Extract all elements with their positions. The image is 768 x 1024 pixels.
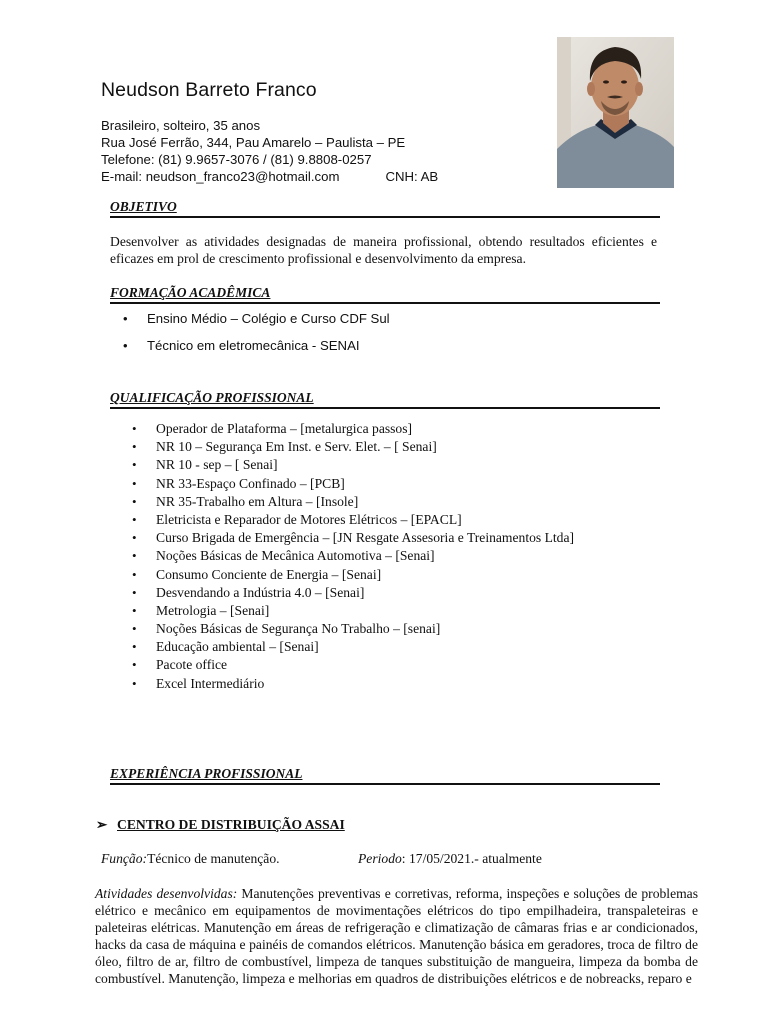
atividades-paragraph	[95, 885, 698, 987]
qualificacao-list	[156, 420, 574, 693]
arrow-bullet-icon: ➢	[96, 817, 108, 832]
list-item: • NR 10 – Segurança Em Inst. e Serv. Elet. – [ Senai]	[156, 438, 574, 456]
list-item: • Excel Intermediário	[156, 675, 574, 693]
section-objetivo-title: OBJETIVO	[110, 199, 660, 218]
list-item: • NR 10 - sep – [ Senai]	[156, 456, 574, 474]
list-item: • Operador de Plataforma – [metalurgica passos]	[156, 420, 574, 438]
list-item: • Ensino Médio – Colégio e Curso CDF Sul	[147, 310, 390, 337]
phone: Telefone: (81) 9.9657-3076 / (81) 9.8808-0257	[101, 152, 372, 167]
list-item: • Educação ambiental – [Senai]	[156, 638, 574, 656]
atividades-text: Manutenções preventivas e corretivas, reforma, inspeções e soluções de problemas elétrico e mecânico em equipamentos de movimentações elétricos do tipo empilhadeira, transpaleteiras e paleteiras elétricas. Manutenção em áreas de refrigeração e climatização de câmaras frias e ar condicionados, hacks da casa de máquina e painéis de comandos elétricos. Manutenção básica em geradores, troca de filtro de óleo, filtro de ar, filtro de combustível, limpeza de tanques substituição de mangueira, limpeza da bomba de combustível. Manutenção, limpeza e melhorias em quadros de distribuições elétricos e de nobreacks, reparo e	[95, 886, 698, 986]
section-qualificacao-title: QUALIFICAÇÃO PROFISSIONAL	[110, 390, 660, 409]
cnh: CNH: AB	[385, 169, 439, 184]
funcao-label: Função:	[101, 851, 148, 866]
funcao-row	[101, 851, 280, 867]
profile-photo	[557, 37, 674, 188]
list-item: • Técnico em eletromecânica - SENAI	[147, 337, 390, 364]
periodo-value: : 17/05/2021.- atualmente	[401, 851, 542, 866]
personal-info: Brasileiro, solteiro, 35 anos	[101, 118, 261, 133]
list-item: • NR 35-Trabalho em Altura – [Insole]	[156, 493, 574, 511]
section-formacao-title: FORMAÇÃO ACADÊMICA	[110, 285, 660, 304]
list-item: • Eletricista e Reparador de Motores Elétricos – [EPACL]	[156, 511, 574, 529]
funcao-value: Técnico de manutenção.	[147, 851, 280, 866]
list-item: • Desvendando a Indústria 4.0 – [Senai]	[156, 584, 574, 602]
list-item: • Consumo Conciente de Energia – [Senai]	[156, 566, 574, 584]
list-item: • NR 33-Espaço Confinado – [PCB]	[156, 475, 574, 493]
candidate-name: Neudson Barreto Franco	[101, 79, 317, 101]
list-item: • Noções Básicas de Segurança No Trabalho – [senai]	[156, 620, 574, 638]
email: E-mail: neudson_franco23@hotmail.com	[101, 169, 340, 184]
list-item: • Noções Básicas de Mecânica Automotiva – [Senai]	[156, 547, 574, 565]
email-row	[101, 168, 438, 185]
objetivo-text: Desenvolver as atividades designadas de maneira profissional, obtendo resultados eficientes e eficazes em prol de crescimento profissional e desenvolvimento da empresa.	[110, 234, 657, 266]
address: Rua José Ferrão, 344, Pau Amarelo – Paulista – PE	[101, 135, 406, 150]
periodo-row	[358, 851, 542, 867]
section-experiencia-title: EXPERIÊNCIA PROFISSIONAL	[110, 766, 660, 785]
list-item: • Curso Brigada de Emergência – [JN Resgate Assesoria e Treinamentos Ltda]	[156, 529, 574, 547]
periodo-label: Periodo	[358, 851, 402, 866]
company-heading	[96, 817, 345, 833]
contact-info	[101, 117, 438, 185]
atividades-label: Atividades desenvolvidas:	[95, 886, 238, 901]
list-item: • Metrologia – [Senai]	[156, 602, 574, 620]
formacao-list	[147, 310, 390, 364]
list-item: • Pacote office	[156, 656, 574, 674]
company-name: CENTRO DE DISTRIBUIÇÃO ASSAI	[117, 817, 345, 832]
